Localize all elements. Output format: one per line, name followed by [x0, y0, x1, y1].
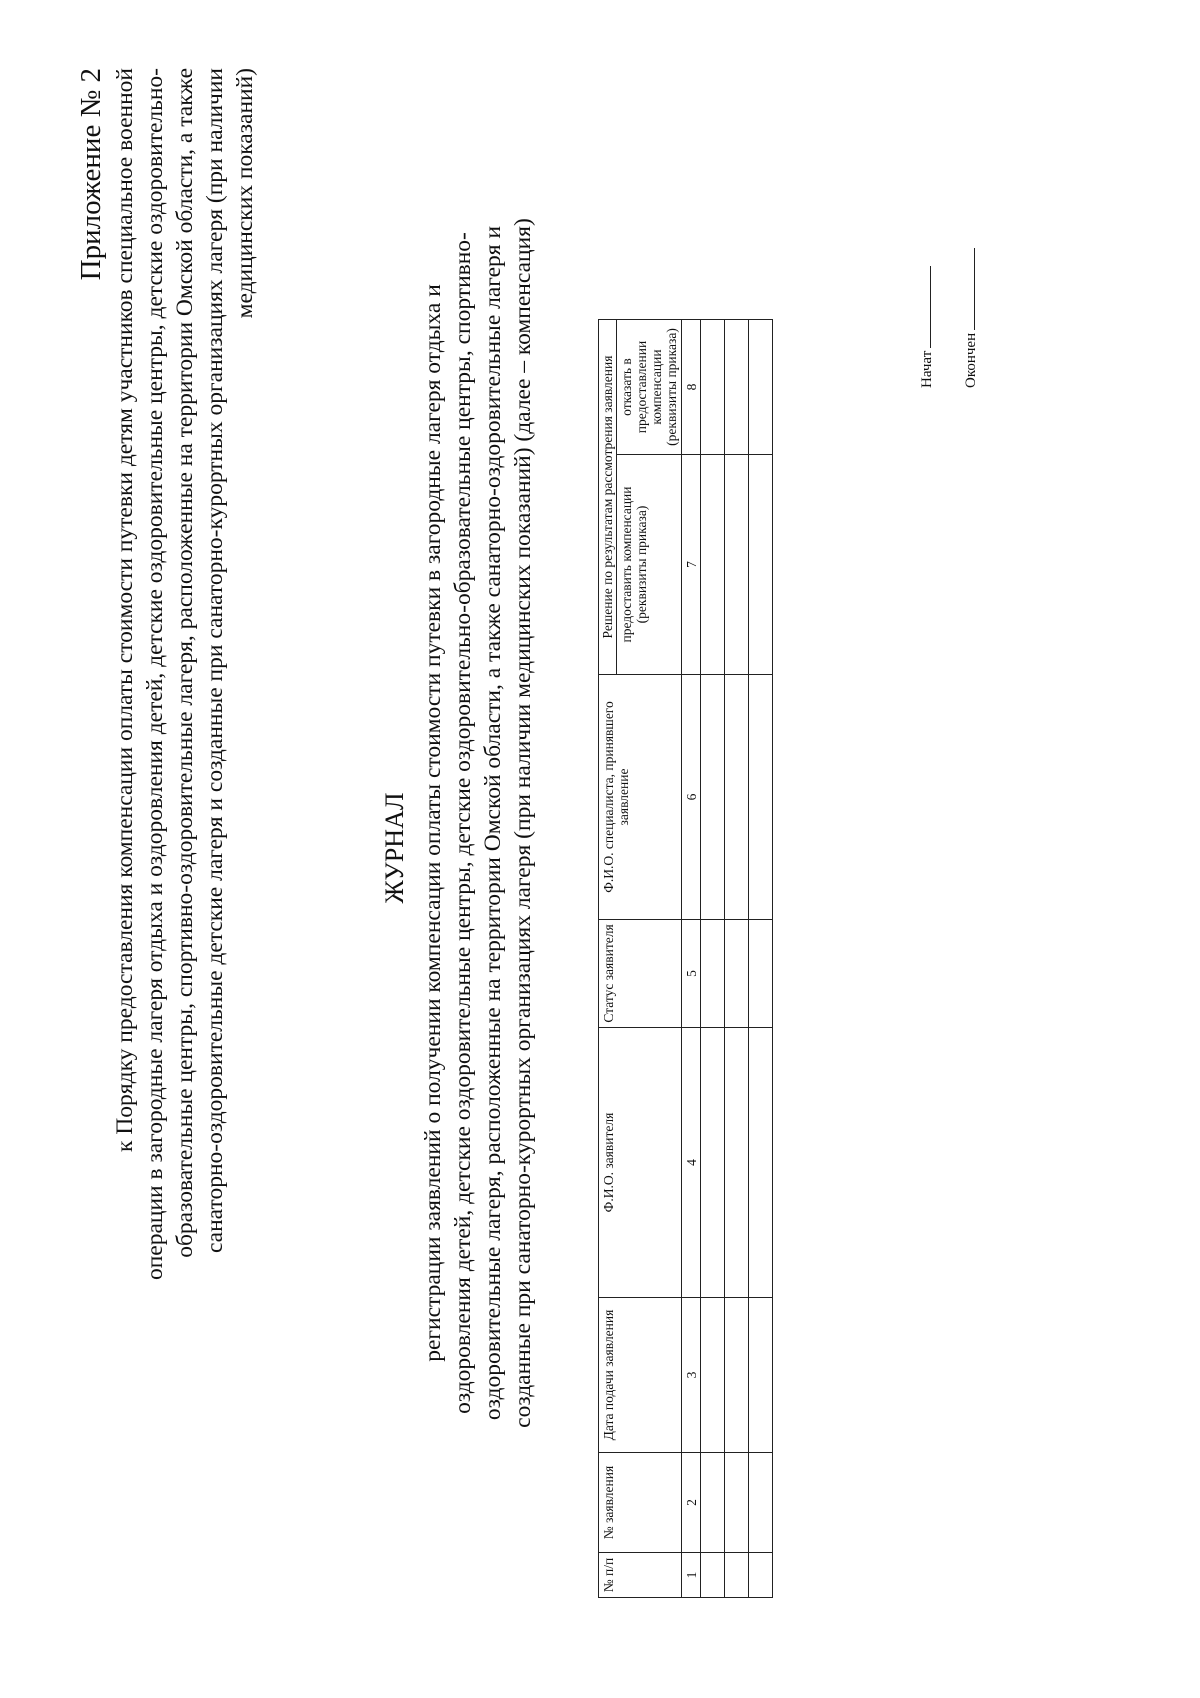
column-number: 6: [682, 675, 701, 920]
table-cell: [701, 320, 725, 455]
column-number: 7: [682, 455, 701, 675]
table-cell: [725, 455, 749, 675]
column-number: 3: [682, 1298, 701, 1453]
header-col-7: предоставить компенсации (реквизиты приказа): [617, 455, 682, 675]
table-cell: [701, 1298, 725, 1453]
journal-title: ЖУРНАЛ: [380, 792, 409, 904]
table-cell: [701, 1453, 725, 1553]
intro-line: оздоровительные лагеря, расположенные на территории Омской области, а также санаторно-оздоровительные лагеря и: [480, 225, 506, 1421]
header-col-5: Статус заявителя: [599, 920, 682, 1028]
table-cell: [749, 455, 773, 675]
table-cell: [749, 675, 773, 920]
header-col-3: Дата подачи заявления: [599, 1298, 682, 1453]
table-row: [725, 320, 749, 1598]
intro-line: регистрации заявлений о получении компенсации оплаты стоимости путевки в загородные лагеря отдыха и: [420, 284, 446, 1362]
header-col-4: Ф.И.О. заявителя: [599, 1028, 682, 1298]
column-number: 2: [682, 1453, 701, 1553]
table-header-row: [599, 320, 617, 1598]
header-col-6: Ф.И.О. специалиста, принявшего заявление: [599, 675, 682, 920]
table-cell: [701, 920, 725, 1028]
table-cell: [701, 1553, 725, 1598]
appendix-block: [75, 68, 260, 1638]
table-cell: [725, 320, 749, 455]
column-number: 1: [682, 1553, 701, 1598]
table-cell: [725, 1298, 749, 1453]
table-cell: [725, 1553, 749, 1598]
table-cell: [725, 1453, 749, 1553]
table-cell: [749, 1453, 773, 1553]
intro-line: созданные при санаторно-курортных организациях лагеря (при наличии медицинских показаний) (далее – компенсация): [510, 218, 536, 1428]
header-col-1: № п/п: [599, 1553, 682, 1598]
table-cell: [725, 1028, 749, 1298]
journal-intro: [418, 23, 538, 1623]
ended-label: Окончен: [963, 332, 979, 388]
intro-line: оздоровления детей, детские оздоровительные центры, детские оздоровительно-образовательные центры, спортивно-: [450, 232, 476, 1414]
table-cell: [701, 455, 725, 675]
appendix-line: к Порядку предоставления компенсации оплаты стоимости путевки детям участников специальное военной: [112, 68, 138, 1152]
table-cell: [749, 1298, 773, 1453]
table-cell: [749, 1028, 773, 1298]
column-number-row: [682, 320, 701, 1598]
table-cell: [749, 320, 773, 455]
header-decision-group: Решение по результатам рассмотрения заявления: [599, 320, 617, 675]
appendix-line: операции в загородные лагеря отдыха и оздоровления детей, детские оздоровительные центры, детские оздоровительно-: [142, 68, 168, 1281]
table-cell: [725, 920, 749, 1028]
appendix-number: Приложение № 2: [75, 68, 107, 281]
started-label: Начат: [919, 350, 935, 388]
header-col-2: № заявления: [599, 1453, 682, 1553]
table-row: [701, 320, 725, 1598]
started-field: [916, 266, 936, 388]
appendix-line: образовательные центры, спортивно-оздоровительные лагеря, расположенные на территории Омской области, а также: [172, 68, 198, 1258]
column-number: 5: [682, 920, 701, 1028]
column-number: 4: [682, 1028, 701, 1298]
column-number: 8: [682, 320, 701, 455]
started-line: [916, 266, 931, 348]
journal-table: [598, 319, 773, 1598]
table-cell: [725, 675, 749, 920]
appendix-line: медицинских показаний): [232, 68, 258, 319]
appendix-line: санаторно-оздоровительные детские лагеря и созданные при санаторно-курортных организациях лагеря (при наличии: [202, 68, 228, 1254]
ended-line: [960, 248, 975, 330]
table-cell: [701, 675, 725, 920]
appendix-text: [110, 68, 260, 1638]
ended-field: [960, 248, 980, 388]
table-cell: [701, 1028, 725, 1298]
table-cell: [749, 920, 773, 1028]
table-row: [749, 320, 773, 1598]
table-cell: [749, 1553, 773, 1598]
header-col-8: отказать в предоставлении компенсации (реквизиты приказа): [617, 320, 682, 455]
